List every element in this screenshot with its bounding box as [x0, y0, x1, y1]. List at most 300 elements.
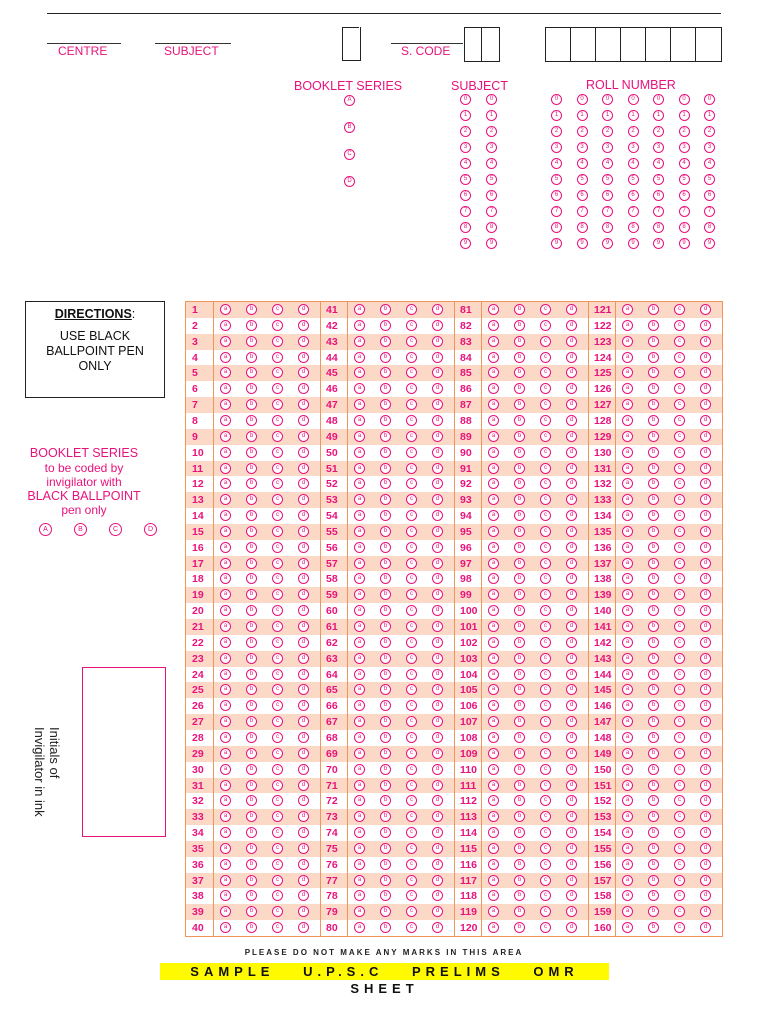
roll-bubble-4-4[interactable]: 4 — [653, 158, 664, 169]
answer-bubble-156-b[interactable]: b — [648, 859, 659, 870]
answer-bubble-53-d[interactable]: d — [432, 494, 443, 505]
answer-bubble-132-a[interactable]: a — [622, 478, 633, 489]
answer-bubble-110-a[interactable]: a — [488, 764, 499, 775]
answer-bubble-111-b[interactable]: b — [514, 780, 525, 791]
roll-bubble-6-9[interactable]: 9 — [704, 238, 715, 249]
answer-bubble-25-b[interactable]: b — [246, 684, 257, 695]
answer-bubble-128-c[interactable]: c — [674, 415, 685, 426]
answer-bubble-11-c[interactable]: c — [272, 463, 283, 474]
answer-bubble-135-c[interactable]: c — [674, 526, 685, 537]
answer-bubble-72-a[interactable]: a — [354, 795, 365, 806]
answer-bubble-90-a[interactable]: a — [488, 447, 499, 458]
answer-bubble-19-d[interactable]: d — [298, 589, 309, 600]
answer-bubble-92-b[interactable]: b — [514, 478, 525, 489]
roll-bubble-0-5[interactable]: 5 — [551, 174, 562, 185]
answer-bubble-150-c[interactable]: c — [674, 764, 685, 775]
answer-bubble-22-a[interactable]: a — [220, 637, 231, 648]
answer-bubble-119-c[interactable]: c — [540, 906, 551, 917]
answer-bubble-80-b[interactable]: b — [380, 922, 391, 933]
answer-bubble-149-b[interactable]: b — [648, 748, 659, 759]
answer-bubble-20-b[interactable]: b — [246, 605, 257, 616]
answer-bubble-108-d[interactable]: d — [566, 732, 577, 743]
answer-bubble-134-b[interactable]: b — [648, 510, 659, 521]
answer-bubble-134-c[interactable]: c — [674, 510, 685, 521]
answer-bubble-64-c[interactable]: c — [406, 669, 417, 680]
answer-bubble-59-c[interactable]: c — [406, 589, 417, 600]
answer-bubble-15-d[interactable]: d — [298, 526, 309, 537]
answer-bubble-95-d[interactable]: d — [566, 526, 577, 537]
answer-bubble-100-c[interactable]: c — [540, 605, 551, 616]
answer-bubble-5-d[interactable]: d — [298, 367, 309, 378]
answer-bubble-61-d[interactable]: d — [432, 621, 443, 632]
answer-bubble-144-a[interactable]: a — [622, 669, 633, 680]
answer-bubble-107-a[interactable]: a — [488, 716, 499, 727]
answer-bubble-97-a[interactable]: a — [488, 558, 499, 569]
answer-bubble-62-d[interactable]: d — [432, 637, 443, 648]
answer-bubble-74-a[interactable]: a — [354, 827, 365, 838]
answer-bubble-127-d[interactable]: d — [700, 399, 711, 410]
answer-bubble-9-a[interactable]: a — [220, 431, 231, 442]
answer-bubble-39-a[interactable]: a — [220, 906, 231, 917]
answer-bubble-6-c[interactable]: c — [272, 383, 283, 394]
roll-bubble-1-2[interactable]: 2 — [577, 126, 588, 137]
subject-bubble-1-3[interactable]: 3 — [486, 142, 497, 153]
answer-bubble-148-c[interactable]: c — [674, 732, 685, 743]
answer-bubble-102-b[interactable]: b — [514, 637, 525, 648]
answer-bubble-119-a[interactable]: a — [488, 906, 499, 917]
answer-bubble-75-a[interactable]: a — [354, 843, 365, 854]
answer-bubble-34-c[interactable]: c — [272, 827, 283, 838]
answer-bubble-31-d[interactable]: d — [298, 780, 309, 791]
answer-bubble-80-c[interactable]: c — [406, 922, 417, 933]
answer-bubble-90-b[interactable]: b — [514, 447, 525, 458]
answer-bubble-154-c[interactable]: c — [674, 827, 685, 838]
answer-bubble-75-d[interactable]: d — [432, 843, 443, 854]
answer-bubble-146-c[interactable]: c — [674, 700, 685, 711]
answer-bubble-35-c[interactable]: c — [272, 843, 283, 854]
answer-bubble-147-d[interactable]: d — [700, 716, 711, 727]
answer-bubble-17-c[interactable]: c — [272, 558, 283, 569]
answer-bubble-52-b[interactable]: b — [380, 478, 391, 489]
answer-bubble-2-d[interactable]: d — [298, 320, 309, 331]
answer-bubble-152-b[interactable]: b — [648, 795, 659, 806]
answer-bubble-90-c[interactable]: c — [540, 447, 551, 458]
answer-bubble-76-b[interactable]: b — [380, 859, 391, 870]
answer-bubble-148-a[interactable]: a — [622, 732, 633, 743]
answer-bubble-77-a[interactable]: a — [354, 875, 365, 886]
answer-bubble-147-c[interactable]: c — [674, 716, 685, 727]
answer-bubble-14-b[interactable]: b — [246, 510, 257, 521]
roll-bubble-3-5[interactable]: 5 — [628, 174, 639, 185]
roll-bubble-4-1[interactable]: 1 — [653, 110, 664, 121]
answer-bubble-141-d[interactable]: d — [700, 621, 711, 632]
answer-bubble-139-b[interactable]: b — [648, 589, 659, 600]
answer-bubble-109-d[interactable]: d — [566, 748, 577, 759]
answer-bubble-24-d[interactable]: d — [298, 669, 309, 680]
answer-bubble-124-a[interactable]: a — [622, 352, 633, 363]
answer-bubble-71-c[interactable]: c — [406, 780, 417, 791]
answer-bubble-8-b[interactable]: b — [246, 415, 257, 426]
answer-bubble-23-b[interactable]: b — [246, 653, 257, 664]
answer-bubble-85-c[interactable]: c — [540, 367, 551, 378]
answer-bubble-145-d[interactable]: d — [700, 684, 711, 695]
answer-bubble-125-d[interactable]: d — [700, 367, 711, 378]
subject-bubble-1-8[interactable]: 8 — [486, 222, 497, 233]
roll-bubble-0-9[interactable]: 9 — [551, 238, 562, 249]
answer-bubble-113-b[interactable]: b — [514, 811, 525, 822]
roll-bubble-5-9[interactable]: 9 — [679, 238, 690, 249]
answer-bubble-153-a[interactable]: a — [622, 811, 633, 822]
answer-bubble-97-d[interactable]: d — [566, 558, 577, 569]
answer-bubble-156-a[interactable]: a — [622, 859, 633, 870]
answer-bubble-56-b[interactable]: b — [380, 542, 391, 553]
answer-bubble-82-a[interactable]: a — [488, 320, 499, 331]
answer-bubble-149-d[interactable]: d — [700, 748, 711, 759]
answer-bubble-127-c[interactable]: c — [674, 399, 685, 410]
answer-bubble-86-a[interactable]: a — [488, 383, 499, 394]
answer-bubble-29-d[interactable]: d — [298, 748, 309, 759]
answer-bubble-38-a[interactable]: a — [220, 890, 231, 901]
answer-bubble-65-a[interactable]: a — [354, 684, 365, 695]
answer-bubble-100-d[interactable]: d — [566, 605, 577, 616]
answer-bubble-77-c[interactable]: c — [406, 875, 417, 886]
subject-bubble-0-7[interactable]: 7 — [460, 206, 471, 217]
answer-bubble-20-c[interactable]: c — [272, 605, 283, 616]
answer-bubble-159-a[interactable]: a — [622, 906, 633, 917]
roll-bubble-0-4[interactable]: 4 — [551, 158, 562, 169]
answer-bubble-72-d[interactable]: d — [432, 795, 443, 806]
answer-bubble-104-d[interactable]: d — [566, 669, 577, 680]
answer-bubble-100-b[interactable]: b — [514, 605, 525, 616]
answer-bubble-68-d[interactable]: d — [432, 732, 443, 743]
answer-bubble-63-c[interactable]: c — [406, 653, 417, 664]
roll-bubble-1-3[interactable]: 3 — [577, 142, 588, 153]
answer-bubble-21-a[interactable]: a — [220, 621, 231, 632]
answer-bubble-158-a[interactable]: a — [622, 890, 633, 901]
answer-bubble-153-d[interactable]: d — [700, 811, 711, 822]
answer-bubble-52-a[interactable]: a — [354, 478, 365, 489]
answer-bubble-26-d[interactable]: d — [298, 700, 309, 711]
answer-bubble-138-d[interactable]: d — [700, 573, 711, 584]
answer-bubble-129-c[interactable]: c — [674, 431, 685, 442]
answer-bubble-66-b[interactable]: b — [380, 700, 391, 711]
roll-bubble-0-3[interactable]: 3 — [551, 142, 562, 153]
answer-bubble-58-d[interactable]: d — [432, 573, 443, 584]
answer-bubble-112-b[interactable]: b — [514, 795, 525, 806]
answer-bubble-56-d[interactable]: d — [432, 542, 443, 553]
answer-bubble-52-d[interactable]: d — [432, 478, 443, 489]
roll-bubble-3-3[interactable]: 3 — [628, 142, 639, 153]
answer-bubble-102-d[interactable]: d — [566, 637, 577, 648]
booklet-code-bubble-d[interactable]: D — [144, 523, 157, 536]
answer-bubble-78-d[interactable]: d — [432, 890, 443, 901]
answer-bubble-155-b[interactable]: b — [648, 843, 659, 854]
answer-bubble-137-c[interactable]: c — [674, 558, 685, 569]
answer-bubble-8-c[interactable]: c — [272, 415, 283, 426]
answer-bubble-95-b[interactable]: b — [514, 526, 525, 537]
answer-bubble-34-b[interactable]: b — [246, 827, 257, 838]
answer-bubble-157-d[interactable]: d — [700, 875, 711, 886]
answer-bubble-61-c[interactable]: c — [406, 621, 417, 632]
answer-bubble-68-a[interactable]: a — [354, 732, 365, 743]
answer-bubble-153-b[interactable]: b — [648, 811, 659, 822]
answer-bubble-56-c[interactable]: c — [406, 542, 417, 553]
answer-bubble-54-b[interactable]: b — [380, 510, 391, 521]
answer-bubble-71-b[interactable]: b — [380, 780, 391, 791]
answer-bubble-78-a[interactable]: a — [354, 890, 365, 901]
answer-bubble-49-b[interactable]: b — [380, 431, 391, 442]
answer-bubble-12-d[interactable]: d — [298, 478, 309, 489]
subject-bubble-0-8[interactable]: 8 — [460, 222, 471, 233]
answer-bubble-156-c[interactable]: c — [674, 859, 685, 870]
roll-bubble-4-7[interactable]: 7 — [653, 206, 664, 217]
s-code-boxes[interactable] — [464, 27, 500, 62]
answer-bubble-4-c[interactable]: c — [272, 352, 283, 363]
answer-bubble-151-b[interactable]: b — [648, 780, 659, 791]
answer-bubble-119-b[interactable]: b — [514, 906, 525, 917]
answer-bubble-109-c[interactable]: c — [540, 748, 551, 759]
answer-bubble-115-d[interactable]: d — [566, 843, 577, 854]
subject-bubble-1-0[interactable]: 0 — [486, 94, 497, 105]
answer-bubble-123-b[interactable]: b — [648, 336, 659, 347]
answer-bubble-80-d[interactable]: d — [432, 922, 443, 933]
answer-bubble-39-c[interactable]: c — [272, 906, 283, 917]
answer-bubble-115-b[interactable]: b — [514, 843, 525, 854]
answer-bubble-126-b[interactable]: b — [648, 383, 659, 394]
answer-bubble-33-a[interactable]: a — [220, 811, 231, 822]
answer-bubble-122-a[interactable]: a — [622, 320, 633, 331]
answer-bubble-9-b[interactable]: b — [246, 431, 257, 442]
answer-bubble-12-b[interactable]: b — [246, 478, 257, 489]
answer-bubble-74-c[interactable]: c — [406, 827, 417, 838]
answer-bubble-152-d[interactable]: d — [700, 795, 711, 806]
answer-bubble-78-b[interactable]: b — [380, 890, 391, 901]
answer-bubble-26-a[interactable]: a — [220, 700, 231, 711]
answer-bubble-92-d[interactable]: d — [566, 478, 577, 489]
answer-bubble-9-d[interactable]: d — [298, 431, 309, 442]
answer-bubble-34-d[interactable]: d — [298, 827, 309, 838]
answer-bubble-97-b[interactable]: b — [514, 558, 525, 569]
roll-bubble-4-5[interactable]: 5 — [653, 174, 664, 185]
answer-bubble-82-c[interactable]: c — [540, 320, 551, 331]
answer-bubble-91-d[interactable]: d — [566, 463, 577, 474]
answer-bubble-65-b[interactable]: b — [380, 684, 391, 695]
answer-bubble-131-b[interactable]: b — [648, 463, 659, 474]
subject-bubble-1-1[interactable]: 1 — [486, 110, 497, 121]
answer-bubble-142-c[interactable]: c — [674, 637, 685, 648]
answer-bubble-145-a[interactable]: a — [622, 684, 633, 695]
booklet-series-bubble-b[interactable]: B — [344, 122, 355, 133]
answer-bubble-111-a[interactable]: a — [488, 780, 499, 791]
answer-bubble-43-c[interactable]: c — [406, 336, 417, 347]
booklet-series-bubble-d[interactable]: D — [344, 176, 355, 187]
roll-bubble-3-9[interactable]: 9 — [628, 238, 639, 249]
answer-bubble-90-d[interactable]: d — [566, 447, 577, 458]
answer-bubble-17-a[interactable]: a — [220, 558, 231, 569]
answer-bubble-1-a[interactable]: a — [220, 304, 231, 315]
booklet-code-bubble-c[interactable]: C — [109, 523, 122, 536]
answer-bubble-94-c[interactable]: c — [540, 510, 551, 521]
answer-bubble-160-c[interactable]: c — [674, 922, 685, 933]
answer-bubble-45-d[interactable]: d — [432, 367, 443, 378]
answer-bubble-16-c[interactable]: c — [272, 542, 283, 553]
answer-bubble-120-c[interactable]: c — [540, 922, 551, 933]
answer-bubble-121-d[interactable]: d — [700, 304, 711, 315]
answer-bubble-18-a[interactable]: a — [220, 573, 231, 584]
answer-bubble-99-a[interactable]: a — [488, 589, 499, 600]
answer-bubble-81-d[interactable]: d — [566, 304, 577, 315]
answer-bubble-109-b[interactable]: b — [514, 748, 525, 759]
answer-bubble-70-d[interactable]: d — [432, 764, 443, 775]
answer-bubble-10-a[interactable]: a — [220, 447, 231, 458]
answer-bubble-157-b[interactable]: b — [648, 875, 659, 886]
answer-bubble-113-c[interactable]: c — [540, 811, 551, 822]
answer-bubble-106-c[interactable]: c — [540, 700, 551, 711]
answer-bubble-3-c[interactable]: c — [272, 336, 283, 347]
answer-bubble-126-d[interactable]: d — [700, 383, 711, 394]
answer-bubble-140-d[interactable]: d — [700, 605, 711, 616]
answer-bubble-47-d[interactable]: d — [432, 399, 443, 410]
answer-bubble-96-b[interactable]: b — [514, 542, 525, 553]
answer-bubble-83-c[interactable]: c — [540, 336, 551, 347]
answer-bubble-133-c[interactable]: c — [674, 494, 685, 505]
answer-bubble-103-a[interactable]: a — [488, 653, 499, 664]
answer-bubble-1-c[interactable]: c — [272, 304, 283, 315]
answer-bubble-106-a[interactable]: a — [488, 700, 499, 711]
roll-bubble-3-0[interactable]: 0 — [628, 94, 639, 105]
answer-bubble-50-b[interactable]: b — [380, 447, 391, 458]
answer-bubble-58-c[interactable]: c — [406, 573, 417, 584]
answer-bubble-118-d[interactable]: d — [566, 890, 577, 901]
answer-bubble-18-d[interactable]: d — [298, 573, 309, 584]
roll-bubble-2-7[interactable]: 7 — [602, 206, 613, 217]
answer-bubble-96-a[interactable]: a — [488, 542, 499, 553]
answer-bubble-136-a[interactable]: a — [622, 542, 633, 553]
answer-bubble-29-c[interactable]: c — [272, 748, 283, 759]
answer-bubble-49-c[interactable]: c — [406, 431, 417, 442]
roll-bubble-6-0[interactable]: 0 — [704, 94, 715, 105]
roll-bubble-2-5[interactable]: 5 — [602, 174, 613, 185]
answer-bubble-89-d[interactable]: d — [566, 431, 577, 442]
answer-bubble-120-d[interactable]: d — [566, 922, 577, 933]
answer-bubble-31-c[interactable]: c — [272, 780, 283, 791]
roll-bubble-4-3[interactable]: 3 — [653, 142, 664, 153]
answer-bubble-5-a[interactable]: a — [220, 367, 231, 378]
answer-bubble-125-c[interactable]: c — [674, 367, 685, 378]
answer-bubble-89-b[interactable]: b — [514, 431, 525, 442]
answer-bubble-121-a[interactable]: a — [622, 304, 633, 315]
answer-bubble-94-d[interactable]: d — [566, 510, 577, 521]
answer-bubble-35-a[interactable]: a — [220, 843, 231, 854]
answer-bubble-29-b[interactable]: b — [246, 748, 257, 759]
answer-bubble-130-b[interactable]: b — [648, 447, 659, 458]
answer-bubble-142-a[interactable]: a — [622, 637, 633, 648]
answer-bubble-116-d[interactable]: d — [566, 859, 577, 870]
answer-bubble-105-d[interactable]: d — [566, 684, 577, 695]
answer-bubble-139-c[interactable]: c — [674, 589, 685, 600]
answer-bubble-83-d[interactable]: d — [566, 336, 577, 347]
answer-bubble-58-b[interactable]: b — [380, 573, 391, 584]
answer-bubble-114-a[interactable]: a — [488, 827, 499, 838]
answer-bubble-66-d[interactable]: d — [432, 700, 443, 711]
answer-bubble-155-d[interactable]: d — [700, 843, 711, 854]
invigilator-initials-box[interactable] — [82, 667, 166, 837]
answer-bubble-24-c[interactable]: c — [272, 669, 283, 680]
answer-bubble-132-b[interactable]: b — [648, 478, 659, 489]
answer-bubble-86-b[interactable]: b — [514, 383, 525, 394]
answer-bubble-115-a[interactable]: a — [488, 843, 499, 854]
answer-bubble-129-b[interactable]: b — [648, 431, 659, 442]
answer-bubble-61-b[interactable]: b — [380, 621, 391, 632]
subject-bubble-1-7[interactable]: 7 — [486, 206, 497, 217]
answer-bubble-87-c[interactable]: c — [540, 399, 551, 410]
answer-bubble-42-d[interactable]: d — [432, 320, 443, 331]
answer-bubble-70-c[interactable]: c — [406, 764, 417, 775]
answer-bubble-23-c[interactable]: c — [272, 653, 283, 664]
answer-bubble-67-d[interactable]: d — [432, 716, 443, 727]
answer-bubble-76-d[interactable]: d — [432, 859, 443, 870]
answer-bubble-142-b[interactable]: b — [648, 637, 659, 648]
answer-bubble-123-c[interactable]: c — [674, 336, 685, 347]
answer-bubble-130-c[interactable]: c — [674, 447, 685, 458]
answer-bubble-108-c[interactable]: c — [540, 732, 551, 743]
answer-bubble-23-d[interactable]: d — [298, 653, 309, 664]
answer-bubble-80-a[interactable]: a — [354, 922, 365, 933]
answer-bubble-37-c[interactable]: c — [272, 875, 283, 886]
answer-bubble-141-c[interactable]: c — [674, 621, 685, 632]
answer-bubble-10-c[interactable]: c — [272, 447, 283, 458]
answer-bubble-4-d[interactable]: d — [298, 352, 309, 363]
answer-bubble-147-b[interactable]: b — [648, 716, 659, 727]
answer-bubble-33-c[interactable]: c — [272, 811, 283, 822]
answer-bubble-27-c[interactable]: c — [272, 716, 283, 727]
answer-bubble-53-c[interactable]: c — [406, 494, 417, 505]
answer-bubble-29-a[interactable]: a — [220, 748, 231, 759]
roll-bubble-6-8[interactable]: 8 — [704, 222, 715, 233]
answer-bubble-131-d[interactable]: d — [700, 463, 711, 474]
answer-bubble-16-b[interactable]: b — [246, 542, 257, 553]
answer-bubble-154-a[interactable]: a — [622, 827, 633, 838]
booklet-code-bubble-a[interactable]: A — [39, 523, 52, 536]
answer-bubble-28-c[interactable]: c — [272, 732, 283, 743]
answer-bubble-20-a[interactable]: a — [220, 605, 231, 616]
answer-bubble-61-a[interactable]: a — [354, 621, 365, 632]
roll-bubble-1-8[interactable]: 8 — [577, 222, 588, 233]
answer-bubble-93-c[interactable]: c — [540, 494, 551, 505]
answer-bubble-99-b[interactable]: b — [514, 589, 525, 600]
answer-bubble-55-d[interactable]: d — [432, 526, 443, 537]
answer-bubble-86-d[interactable]: d — [566, 383, 577, 394]
roll-bubble-0-7[interactable]: 7 — [551, 206, 562, 217]
answer-bubble-32-c[interactable]: c — [272, 795, 283, 806]
answer-bubble-136-d[interactable]: d — [700, 542, 711, 553]
answer-bubble-146-b[interactable]: b — [648, 700, 659, 711]
answer-bubble-19-c[interactable]: c — [272, 589, 283, 600]
answer-bubble-98-b[interactable]: b — [514, 573, 525, 584]
answer-bubble-16-a[interactable]: a — [220, 542, 231, 553]
answer-bubble-120-a[interactable]: a — [488, 922, 499, 933]
answer-bubble-43-d[interactable]: d — [432, 336, 443, 347]
answer-bubble-44-a[interactable]: a — [354, 352, 365, 363]
answer-bubble-95-c[interactable]: c — [540, 526, 551, 537]
answer-bubble-14-c[interactable]: c — [272, 510, 283, 521]
answer-bubble-67-b[interactable]: b — [380, 716, 391, 727]
roll-bubble-0-2[interactable]: 2 — [551, 126, 562, 137]
answer-bubble-44-d[interactable]: d — [432, 352, 443, 363]
answer-bubble-158-c[interactable]: c — [674, 890, 685, 901]
answer-bubble-45-b[interactable]: b — [380, 367, 391, 378]
answer-bubble-131-c[interactable]: c — [674, 463, 685, 474]
